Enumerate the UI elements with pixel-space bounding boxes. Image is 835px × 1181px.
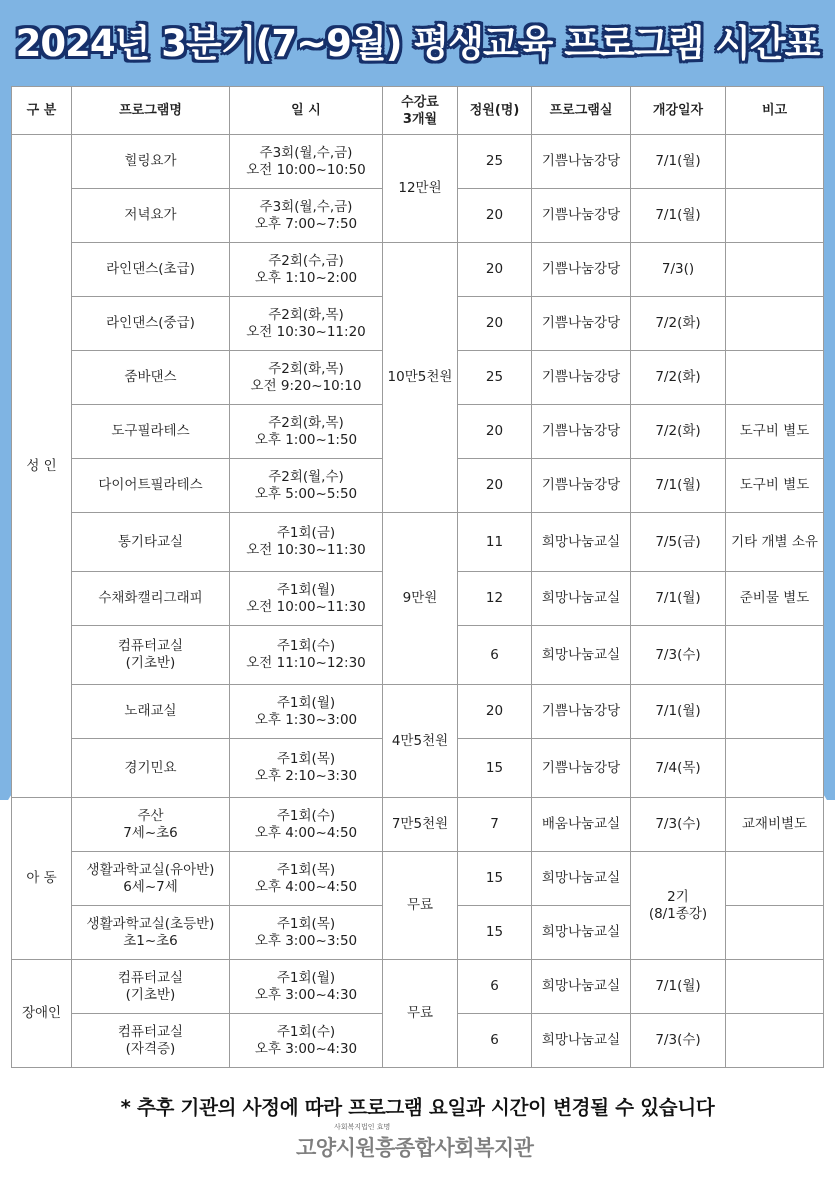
schedule-cell: 주3회(월,수,금) 오전 10:00~10:50 bbox=[230, 135, 383, 189]
capacity-cell: 15 bbox=[458, 739, 532, 798]
capacity-cell: 12 bbox=[458, 572, 532, 626]
change-notice: * 추후 기관의 사정에 따라 프로그램 요일과 시간이 변경될 수 있습니다 bbox=[120, 1096, 715, 1119]
room-cell: 희망나눔교실 bbox=[532, 572, 631, 626]
program-name: 라인댄스(초급) bbox=[72, 243, 230, 297]
capacity-cell: 20 bbox=[458, 297, 532, 351]
schedule-cell: 주1회(월) 오후 3:00~4:30 bbox=[230, 960, 383, 1014]
note-cell: 기타 개별 소유 bbox=[726, 513, 824, 572]
note-cell: 도구비 별도 bbox=[726, 459, 824, 513]
room-cell: 기쁨나눔강당 bbox=[532, 189, 631, 243]
schedule-cell: 주1회(수) 오전 11:10~12:30 bbox=[230, 626, 383, 685]
start-date-cell: 7/4(목) bbox=[631, 739, 726, 798]
schedule-cell: 주2회(화,목) 오전 10:30~11:20 bbox=[230, 297, 383, 351]
room-cell: 배움나눔교실 bbox=[532, 798, 631, 852]
logo-organization-name: 고양시원흥종합사회복지관 bbox=[296, 1136, 534, 1160]
table-row bbox=[12, 135, 824, 189]
category-disabled: 장애인 bbox=[12, 960, 72, 1068]
note-cell bbox=[726, 685, 824, 739]
schedule-cell: 주2회(월,수) 오후 5:00~5:50 bbox=[230, 459, 383, 513]
schedule-cell: 주1회(목) 오후 3:00~3:50 bbox=[230, 906, 383, 960]
header-note: 비고 bbox=[726, 87, 824, 135]
logo-foundation-text: 사회복지법인 효명 bbox=[334, 1123, 391, 1131]
program-name: 저녁요가 bbox=[72, 189, 230, 243]
note-cell: 도구비 별도 bbox=[726, 405, 824, 459]
room-cell: 희망나눔교실 bbox=[532, 1014, 631, 1068]
program-name: 도구필라테스 bbox=[72, 405, 230, 459]
program-name: 다이어트필라테스 bbox=[72, 459, 230, 513]
capacity-cell: 25 bbox=[458, 351, 532, 405]
room-cell: 기쁨나눔강당 bbox=[532, 135, 631, 189]
capacity-cell: 20 bbox=[458, 459, 532, 513]
note-cell bbox=[726, 189, 824, 243]
header-room: 프로그램실 bbox=[532, 87, 631, 135]
note-cell bbox=[726, 739, 824, 798]
program-name: 컴퓨터교실 (자격증) bbox=[72, 1014, 230, 1068]
start-date-cell: 7/2(화) bbox=[631, 297, 726, 351]
schedule-table bbox=[11, 86, 824, 1068]
room-cell: 희망나눔교실 bbox=[532, 906, 631, 960]
capacity-cell: 15 bbox=[458, 906, 532, 960]
category-adult: 성 인 bbox=[12, 135, 72, 798]
program-name: 컴퓨터교실 (기초반) bbox=[72, 626, 230, 685]
schedule-cell: 주3회(월,수,금) 오후 7:00~7:50 bbox=[230, 189, 383, 243]
start-date-cell: 7/1(월) bbox=[631, 572, 726, 626]
schedule-cell: 주2회(수,금) 오후 1:10~2:00 bbox=[230, 243, 383, 297]
program-name: 생활과학교실(초등반) 초1~초6 bbox=[72, 906, 230, 960]
table-row bbox=[12, 798, 824, 852]
table-row bbox=[12, 513, 824, 572]
start-date-cell: 7/1(월) bbox=[631, 135, 726, 189]
room-cell: 기쁨나눔강당 bbox=[532, 243, 631, 297]
room-cell: 기쁨나눔강당 bbox=[532, 351, 631, 405]
start-date-cell: 7/3(수) bbox=[631, 798, 726, 852]
room-cell: 기쁨나눔강당 bbox=[532, 459, 631, 513]
fee-cell: 4만5천원 bbox=[383, 685, 458, 798]
program-name: 컴퓨터교실 (기초반) bbox=[72, 960, 230, 1014]
capacity-cell: 7 bbox=[458, 798, 532, 852]
header-row bbox=[12, 87, 824, 135]
schedule-cell: 주1회(목) 오후 2:10~3:30 bbox=[230, 739, 383, 798]
room-cell: 기쁨나눔강당 bbox=[532, 685, 631, 739]
note-cell bbox=[726, 351, 824, 405]
capacity-cell: 20 bbox=[458, 189, 532, 243]
program-name: 라인댄스(중급) bbox=[72, 297, 230, 351]
start-date-cell: 7/1(월) bbox=[631, 189, 726, 243]
program-name: 줌바댄스 bbox=[72, 351, 230, 405]
room-cell: 희망나눔교실 bbox=[532, 513, 631, 572]
note-cell bbox=[726, 1014, 824, 1068]
capacity-cell: 11 bbox=[458, 513, 532, 572]
room-cell: 기쁨나눔강당 bbox=[532, 297, 631, 351]
program-name: 노래교실 bbox=[72, 685, 230, 739]
start-date-cell: 7/1(월) bbox=[631, 685, 726, 739]
capacity-cell: 25 bbox=[458, 135, 532, 189]
fee-cell: 무료 bbox=[383, 852, 458, 960]
capacity-cell: 15 bbox=[458, 852, 532, 906]
table-row bbox=[12, 243, 824, 297]
note-cell: 준비물 별도 bbox=[726, 572, 824, 626]
room-cell: 기쁨나눔강당 bbox=[532, 405, 631, 459]
organization-logo bbox=[290, 1120, 560, 1170]
capacity-cell: 6 bbox=[458, 960, 532, 1014]
fee-cell: 7만5천원 bbox=[383, 798, 458, 852]
start-date-cell: 7/1(월) bbox=[631, 960, 726, 1014]
schedule-cell: 주2회(화,목) 오후 1:00~1:50 bbox=[230, 405, 383, 459]
capacity-cell: 20 bbox=[458, 685, 532, 739]
header-fee: 수강료 3개월 bbox=[383, 87, 458, 135]
program-name: 경기민요 bbox=[72, 739, 230, 798]
note-cell bbox=[726, 135, 824, 189]
note-cell bbox=[726, 960, 824, 1014]
start-date-cell: 7/2(화) bbox=[631, 351, 726, 405]
header-schedule: 일 시 bbox=[230, 87, 383, 135]
note-cell bbox=[726, 297, 824, 351]
table-row bbox=[12, 852, 824, 906]
fee-cell: 12만원 bbox=[383, 135, 458, 243]
room-cell: 희망나눔교실 bbox=[532, 960, 631, 1014]
schedule-cell: 주2회(화,목) 오전 9:20~10:10 bbox=[230, 351, 383, 405]
schedule-cell: 주1회(수) 오후 4:00~4:50 bbox=[230, 798, 383, 852]
schedule-cell: 주1회(금) 오전 10:30~11:30 bbox=[230, 513, 383, 572]
header-capacity: 정원(명) bbox=[458, 87, 532, 135]
start-date-cell: 7/1(월) bbox=[631, 459, 726, 513]
fee-cell: 9만원 bbox=[383, 513, 458, 685]
schedule-cell: 주1회(목) 오후 4:00~4:50 bbox=[230, 852, 383, 906]
header-category: 구 분 bbox=[12, 87, 72, 135]
capacity-cell: 20 bbox=[458, 243, 532, 297]
room-cell: 희망나눔교실 bbox=[532, 852, 631, 906]
note-cell: 교재비별도 bbox=[726, 798, 824, 852]
start-date-cell: 7/5(금) bbox=[631, 513, 726, 572]
capacity-cell: 6 bbox=[458, 1014, 532, 1068]
schedule-cell: 주1회(월) 오전 10:00~11:30 bbox=[230, 572, 383, 626]
room-cell: 기쁨나눔강당 bbox=[532, 739, 631, 798]
note-cell bbox=[726, 852, 824, 906]
start-date-cell: 7/2(화) bbox=[631, 405, 726, 459]
schedule-cell: 주1회(수) 오후 3:00~4:30 bbox=[230, 1014, 383, 1068]
program-name: 수채화캘리그래피 bbox=[72, 572, 230, 626]
capacity-cell: 20 bbox=[458, 405, 532, 459]
table-row bbox=[12, 960, 824, 1014]
schedule-cell: 주1회(월) 오후 1:30~3:00 bbox=[230, 685, 383, 739]
fee-cell: 무료 bbox=[383, 960, 458, 1068]
category-child: 아 동 bbox=[12, 798, 72, 960]
page-title: 2024년 3분기(7~9월) 평생교육 프로그램 시간표 bbox=[15, 22, 820, 65]
room-cell: 희망나눔교실 bbox=[532, 626, 631, 685]
start-date-cell: 7/3(수) bbox=[631, 626, 726, 685]
fee-cell: 10만5천원 bbox=[383, 243, 458, 513]
note-cell bbox=[726, 243, 824, 297]
program-name: 통기타교실 bbox=[72, 513, 230, 572]
note-cell bbox=[726, 626, 824, 685]
program-name: 주산 7세~초6 bbox=[72, 798, 230, 852]
start-date-cell: 7/3(수) bbox=[631, 1014, 726, 1068]
start-date-cell: 2기 (8/1종강) bbox=[631, 852, 726, 960]
capacity-cell: 6 bbox=[458, 626, 532, 685]
program-name: 생활과학교실(유아반) 6세~7세 bbox=[72, 852, 230, 906]
program-name: 힐링요가 bbox=[72, 135, 230, 189]
header-program: 프로그램명 bbox=[72, 87, 230, 135]
note-cell bbox=[726, 906, 824, 960]
header-start-date: 개강일자 bbox=[631, 87, 726, 135]
table-row bbox=[12, 685, 824, 739]
start-date-cell: 7/3() bbox=[631, 243, 726, 297]
